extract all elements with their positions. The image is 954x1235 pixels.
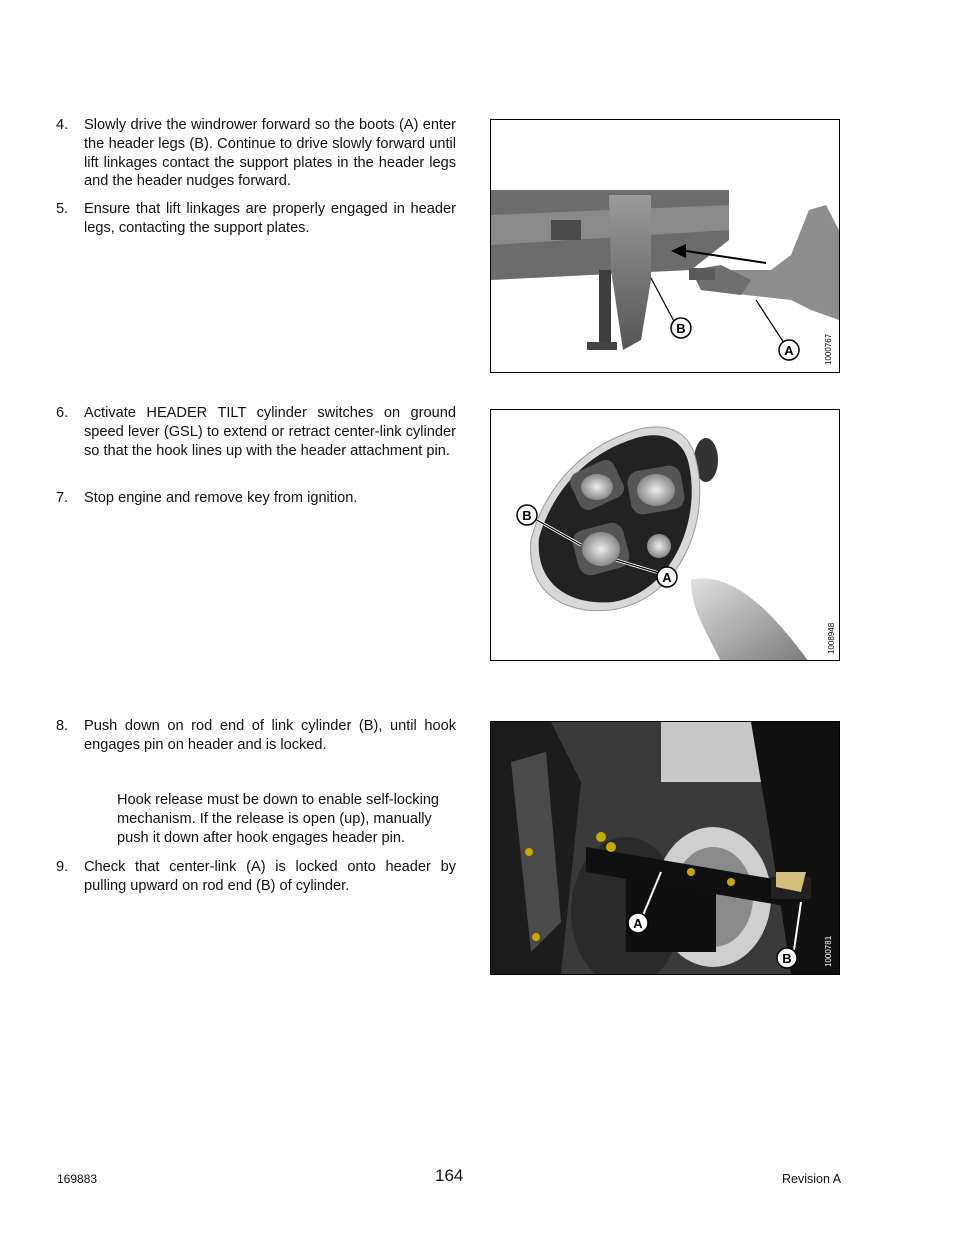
figure-id: 1008948 <box>827 622 836 654</box>
figure-center-link <box>490 721 840 975</box>
step-text: Push down on rod end of link cylinder (B), until hook engages pin on header and is locked. <box>84 718 456 753</box>
callout-b: B <box>522 508 532 523</box>
step-text: Ensure that lift linkages are properly engaged in header legs, contacting the support plates. <box>84 201 456 236</box>
revision-label: Revision A <box>782 1172 842 1186</box>
step-text: Check that center-link (A) is locked onto header by pulling upward on rod end (B) of cylinder. <box>84 859 456 894</box>
callout-a: A <box>662 570 672 585</box>
note-text: Hook release must be down to enable self-locking mechanism. If the release is open (up), manually push it down after hook engages header pin. <box>117 792 440 846</box>
callout-a: A <box>784 343 794 358</box>
step-number: 8. <box>56 718 69 734</box>
step-number: 6. <box>56 405 69 421</box>
step-9 <box>56 858 456 896</box>
figure-header-legs <box>490 119 840 373</box>
figure-gsl-switches <box>490 409 840 661</box>
callout-a: A <box>633 916 643 931</box>
step-8 <box>56 717 456 755</box>
figure-id: 1000781 <box>824 935 833 967</box>
step-6 <box>56 404 456 460</box>
step-number: 9. <box>56 859 69 875</box>
document-number: 169883 <box>57 1172 98 1186</box>
step-7 <box>56 489 456 508</box>
callout-b: B <box>782 951 792 966</box>
step-text: Slowly drive the windrower forward so the boots (A) enter the header legs (B). Continue to drive slowly forward until lift linkages contact the support plates in the header legs and the header nudges forward. <box>84 117 456 190</box>
step-4 <box>56 116 456 191</box>
step-5 <box>56 200 456 238</box>
step-text: Stop engine and remove key from ignition. <box>84 490 358 506</box>
step-number: 4. <box>56 117 69 133</box>
page-number: 164 <box>435 1166 464 1185</box>
step-text: Activate HEADER TILT cylinder switches on ground speed lever (GSL) to extend or retract center-link cylinder so that the hook lines up with the header attachment pin. <box>84 405 456 459</box>
step-number: 5. <box>56 201 69 217</box>
callout-b: B <box>676 321 686 336</box>
step-number: 7. <box>56 490 69 506</box>
figure-id: 1000767 <box>824 333 833 365</box>
